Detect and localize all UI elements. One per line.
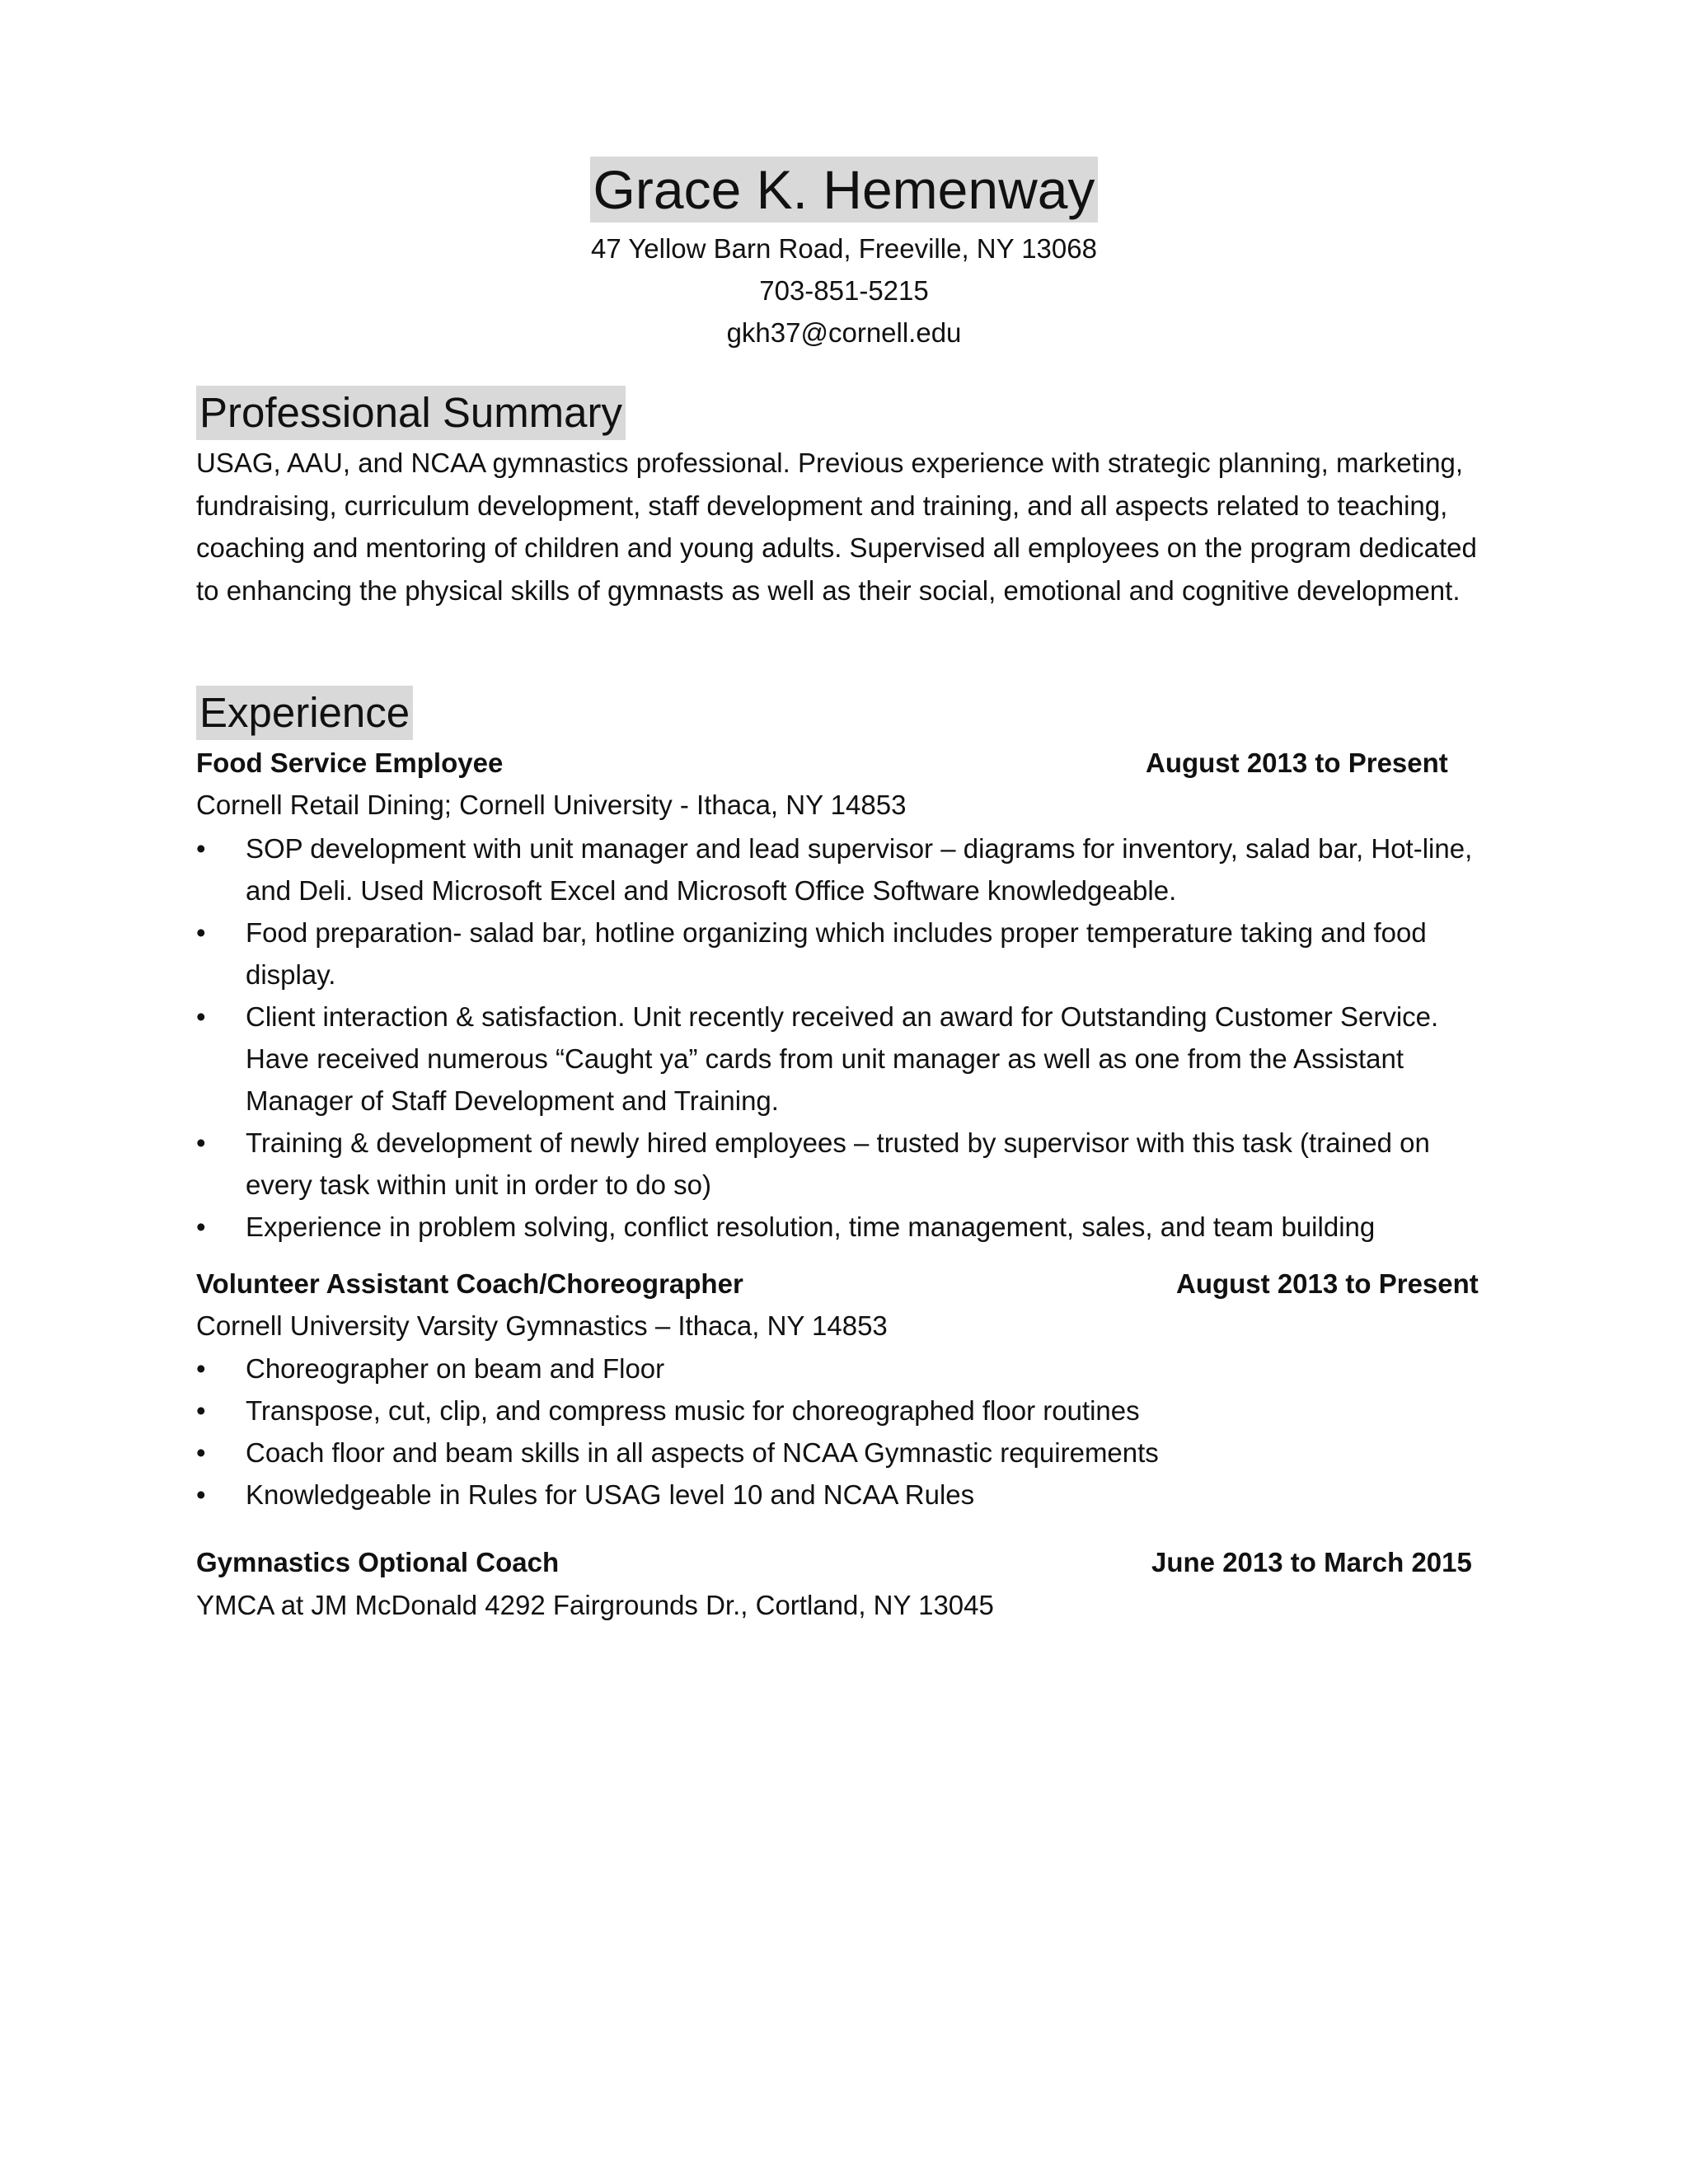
- bullet-text: Choreographer on beam and Floor: [246, 1353, 665, 1384]
- bullet-text: Transpose, cut, clip, and compress music for choreographed floor routines: [246, 1395, 1140, 1426]
- list-item: [196, 1474, 1490, 1516]
- bullet-icon: •: [196, 1127, 206, 1158]
- list-item: [196, 1347, 1490, 1390]
- candidate-name: Grace K. Hemenway: [590, 157, 1099, 223]
- list-item: [196, 1206, 1490, 1248]
- resume-header: [0, 157, 1688, 354]
- bullet-icon: •: [196, 917, 206, 948]
- list-item: [196, 1390, 1490, 1432]
- address: 47 Yellow Barn Road, Freeville, NY 13068: [591, 233, 1097, 264]
- bullet-text: Knowledgeable in Rules for USAG level 10 and NCAA Rules: [246, 1479, 975, 1510]
- summary-text: USAG, AAU, and NCAA gymnastics professional. Previous experience with strategic planning, marketing, fundraising, curriculum development, staff development and training, and all aspects related to teaching, coaching and mentoring of children and young adults. Supervised all employees on the program dedicated to enhancing the physical skills of gymnasts as well as their social, emotional and cognitive development.: [196, 448, 1477, 606]
- bullet-icon: •: [196, 1001, 206, 1032]
- email: gkh37@cornell.edu: [726, 317, 962, 348]
- bullet-icon: •: [196, 1212, 206, 1242]
- bullet-text: SOP development with unit manager and lead supervisor – diagrams for inventory, salad bar, Hot-line, and Deli. Used Microsoft Excel and Microsoft Office Software knowledgeable.: [246, 833, 1473, 906]
- job-dates: August 2013 to Present: [1176, 1268, 1479, 1299]
- bullet-icon: •: [196, 1437, 206, 1468]
- bullet-icon: •: [196, 1395, 206, 1426]
- job-title: Food Service Employee: [196, 748, 504, 778]
- list-item: [196, 1122, 1490, 1206]
- bullet-icon: •: [196, 1479, 206, 1510]
- summary-heading: Professional Summary: [196, 386, 626, 440]
- job-employer: Cornell Retail Dining; Cornell University - Ithaca, NY 14853: [196, 790, 907, 820]
- list-item: [196, 912, 1490, 996]
- bullet-text: Food preparation- salad bar, hotline organizing which includes proper temperature taking and food display.: [246, 917, 1427, 990]
- bullet-icon: •: [196, 1353, 206, 1384]
- bullet-text: Experience in problem solving, conflict resolution, time management, sales, and team building: [246, 1212, 1376, 1242]
- job-dates: August 2013 to Present: [1146, 748, 1448, 778]
- job-title: Volunteer Assistant Coach/Choreographer: [196, 1268, 743, 1299]
- experience-heading: Experience: [196, 686, 413, 740]
- list-item: [196, 1432, 1490, 1474]
- bullet-text: Training & development of newly hired employees – trusted by supervisor with this task (trained on every task within unit in order to do so): [246, 1127, 1430, 1200]
- job-bullet-list: [196, 1347, 1490, 1516]
- job-dates: June 2013 to March 2015: [1151, 1547, 1472, 1577]
- job-bullet-list: [196, 827, 1490, 1248]
- bullet-text: Coach floor and beam skills in all aspects of NCAA Gymnastic requirements: [246, 1437, 1159, 1468]
- bullet-text: Client interaction & satisfaction. Unit recently received an award for Outstanding Customer Service. Have received numerous “Caught ya” cards from unit manager as well as one from the Assistant Manager of Staff Development and Training.: [246, 1001, 1439, 1116]
- bullet-icon: •: [196, 833, 206, 864]
- job-title: Gymnastics Optional Coach: [196, 1547, 560, 1577]
- job-employer: YMCA at JM McDonald 4292 Fairgrounds Dr., Cortland, NY 13045: [196, 1590, 994, 1620]
- list-item: [196, 827, 1490, 912]
- phone: 703-851-5215: [759, 275, 929, 306]
- job-employer: Cornell University Varsity Gymnastics – Ithaca, NY 14853: [196, 1310, 888, 1341]
- list-item: [196, 996, 1490, 1122]
